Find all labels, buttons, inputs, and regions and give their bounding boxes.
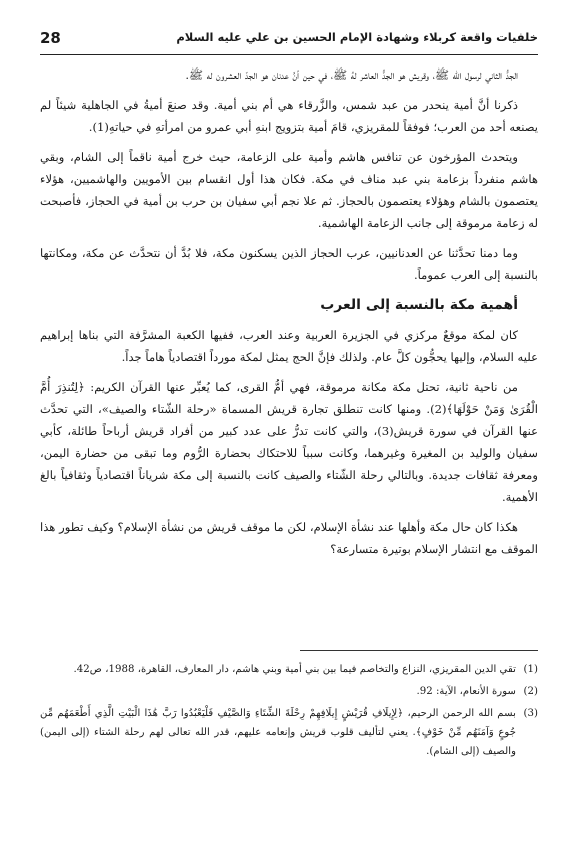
paragraph-4: وما دمنا تحدَّثنا عن العدنانيين، عرب الحجاز الذين يسكنون مكة، فلا بُدَّ أن نتحدَّث عن مكة، ومكانتها بالنسبة إلى العرب عموماً.	[40, 246, 538, 282]
footnote-text: سورة الأنعام، الآية: 92.	[416, 686, 516, 697]
running-title: خلفيات واقعة كربلاء وشهادة الإمام الحسين بن علي عليه السلام	[176, 30, 538, 44]
paragraph-3: ويتحدث المؤرخون عن تنافس هاشم وأمية على الزعامة، حيث خرج أمية ناقماً إلى الشام، وبقي هاشم منفرداً بزعامة بني عبد مناف في مكة. فكان هذا أول انقسام بين الأمويين والهاشميين، هؤلاء يعتصمون بالشام وهؤلاء يعتصمون بالحجاز. ثم علا نجم أبي سفيان بن حرب بن أمية في الحجاز، فأصبحت له زعامة مرموقة إلى جانب الزعامة الهاشمية.	[40, 150, 538, 230]
body-text	[40, 64, 538, 568]
footnotes	[40, 660, 538, 764]
section-paragraph-3: هكذا كان حال مكة وأهلها عند نشأة الإسلام، لكن ما موقف قريش من نشأة الإسلام؟ وكيف تطور هذا الموقف مع انتشار الإسلام بوتيرة متسارعة؟	[40, 520, 538, 556]
footnote-marker: (2)	[523, 686, 538, 697]
section-paragraph-2: من ناحية ثانية، تحتل مكة مكانة مرموقة، فهي أمُّ القرى، كما يُعبِّر عنها القرآن الكريم: ﴿لِتُنذِرَ أُمَّ الْقُرَىٰ وَمَنْ حَوْلَهَا﴾(2). ومنها كانت تنطلق تجارة قريش المسماة «رحلة الشّتاء والصيف»، التي تحدَّث عنها القرآن في سورة قريش(3)، والتي كانت تدرُّ على عدد كبير من أفراد قريش أرباحاً طائلة، كأبي سفيان والوليد بن المغيرة وغيرهما، وكانت سبباً للاحتكاك بحضارة الرُّوم وما تبقى من حضارة اليمن، ومعرفة ثقافات جديدة. وبالتالي رحلة الشّتاء والصيف كانت بالنسبة إلى مكة شرياناً اقتصادياً وثقافياً بالغ الأهمية.	[40, 380, 539, 504]
paragraph-1: الجدُّ الثاني لرسول الله ﷺ، وقريش هو الجدُّ العاشر لهُ ﷺ، في حين أنَّ عدنان هو الجدّ العشرون له ﷺ.	[185, 68, 518, 82]
footnote-marker: (3)	[523, 708, 538, 719]
paragraph-2: ذكرنا أنَّ أمية ينحدر من عبد شمس، والزَّرقاء هي أم بني أمية. وقد صنعَ أميةُ في الجاهلية شيئاً لم يصنعه أحد من العرب؛ فوفقاً للمقريزي، قامَ أمية بتزويج ابنهِ أبي عمرو من امرأتهِ في حياتهِ(1).	[40, 98, 538, 134]
header-rule	[40, 54, 538, 55]
footnote-2	[40, 682, 538, 701]
footnote-3	[40, 704, 538, 761]
footnote-text: بسم الله الرحمن الرحيم، ﴿لِإِيلَافِ قُرَيْشٍ إِيلَافِهِمْ رِحْلَةَ الشِّتَاءِ وَالصَّيْفِ فَلْيَعْبُدُوا رَبَّ هَٰذَا الْبَيْتِ الَّذِي أَطْعَمَهُم مِّن جُوعٍ وَآمَنَهُم مِّنْ خَوْفٍ﴾. يعني لتأليف قلوب قريش وإنعامه عليهم، قدر الله تعالى لهم رحلة الشتاء (إلى اليمن) والصيف (إلى الشام).	[40, 708, 516, 757]
section-paragraph-1: كان لمكة موقعٌ مركزي في الجزيرة العربية وعند العرب، ففيها الكعبة المشرَّفة التي بناها إبراهيم عليه السلام، وإليها يحجُّون كلَّ عام. ولذلك فإنَّ الحج يمثل لمكة مورداً اقتصادياً هاماً جداً.	[40, 328, 538, 364]
footnote-text: تقي الدين المقريزي، النزاع والتخاصم فيما بين بني أمية وبني هاشم، دار المعارف، القاهرة، 1988، ص42.	[73, 664, 516, 675]
section-heading: أهمية مكة بالنسبة إلى العرب	[320, 297, 518, 313]
page-header	[40, 29, 538, 59]
footnote-marker: (1)	[523, 664, 538, 675]
footnote-rule	[300, 650, 538, 651]
footnote-1	[40, 660, 538, 679]
page-number: 28	[40, 29, 61, 47]
